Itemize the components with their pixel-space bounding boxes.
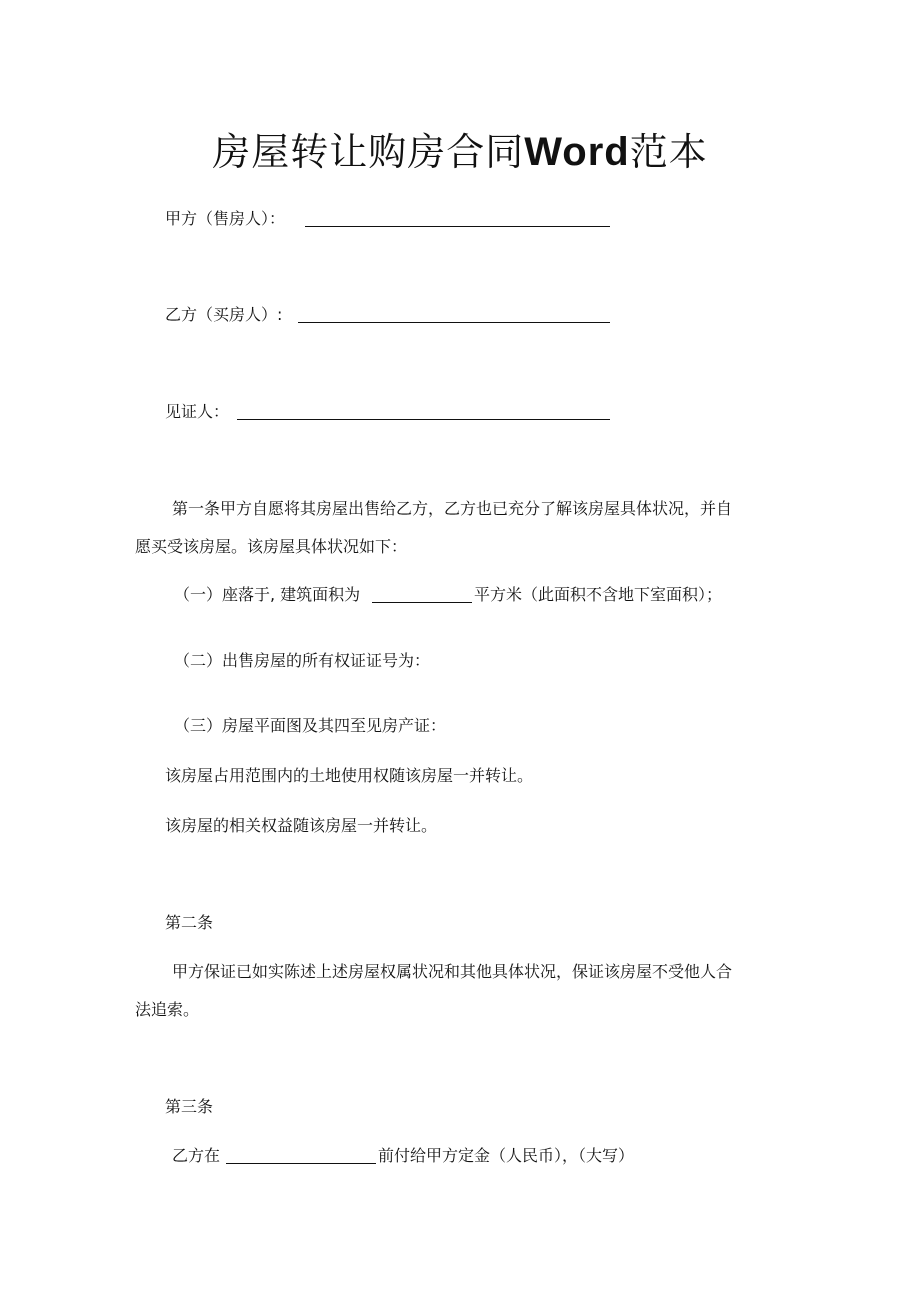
article3-heading: 第三条 (165, 1097, 214, 1116)
witness-line (165, 400, 229, 424)
document-title (0, 126, 920, 178)
item3-line: （三）房屋平面图及其四至见房产证： (174, 716, 447, 735)
article3-pre: 乙方在 (172, 1146, 221, 1165)
article2-line2: 法追索。 (135, 1000, 200, 1019)
party-a-line (165, 207, 285, 231)
party-a-label: 甲方（售房人）： (165, 209, 286, 228)
title-part-word: Word (524, 130, 630, 174)
item2-line: （二）出售房屋的所有权证证号为： (174, 651, 431, 670)
article2-heading: 第二条 (165, 913, 214, 932)
witness-label: 见证人： (165, 402, 230, 421)
item1-line (174, 583, 360, 607)
item1-area-blank (372, 586, 472, 603)
article1-line2: 愿买受该房屋。该房屋具体状况如下： (135, 537, 408, 556)
article3-date-blank (226, 1147, 376, 1164)
party-b-label: 乙方（买房人）: (165, 305, 283, 324)
article2-line1: 甲方保证已如实陈述上述房屋权属状况和其他具体状况，保证该房屋不受他人合 (172, 962, 733, 981)
related-rights-line: 该房屋的相关权益随该房屋一并转让。 (165, 816, 438, 835)
item1-post: 平方米（此面积不含地下室面积）； (474, 585, 723, 604)
item1-pre: （一）座落于, 建筑面积为 (174, 585, 361, 604)
party-b-blank (298, 306, 610, 323)
party-a-blank (305, 210, 610, 227)
title-part-2: 范本 (629, 130, 708, 174)
title-part-1: 房屋转让购房合同 (212, 130, 525, 174)
party-b-line (165, 303, 282, 327)
witness-blank (237, 403, 610, 420)
land-rights-line: 该房屋占用范围内的土地使用权随该房屋一并转让。 (165, 766, 534, 785)
article1-line1: 第一条甲方自愿将其房屋出售给乙方，乙方也已充分了解该房屋具体状况，并自 (172, 499, 733, 518)
article3-post: 前付给甲方定金（人民币），（大写） (378, 1146, 635, 1165)
